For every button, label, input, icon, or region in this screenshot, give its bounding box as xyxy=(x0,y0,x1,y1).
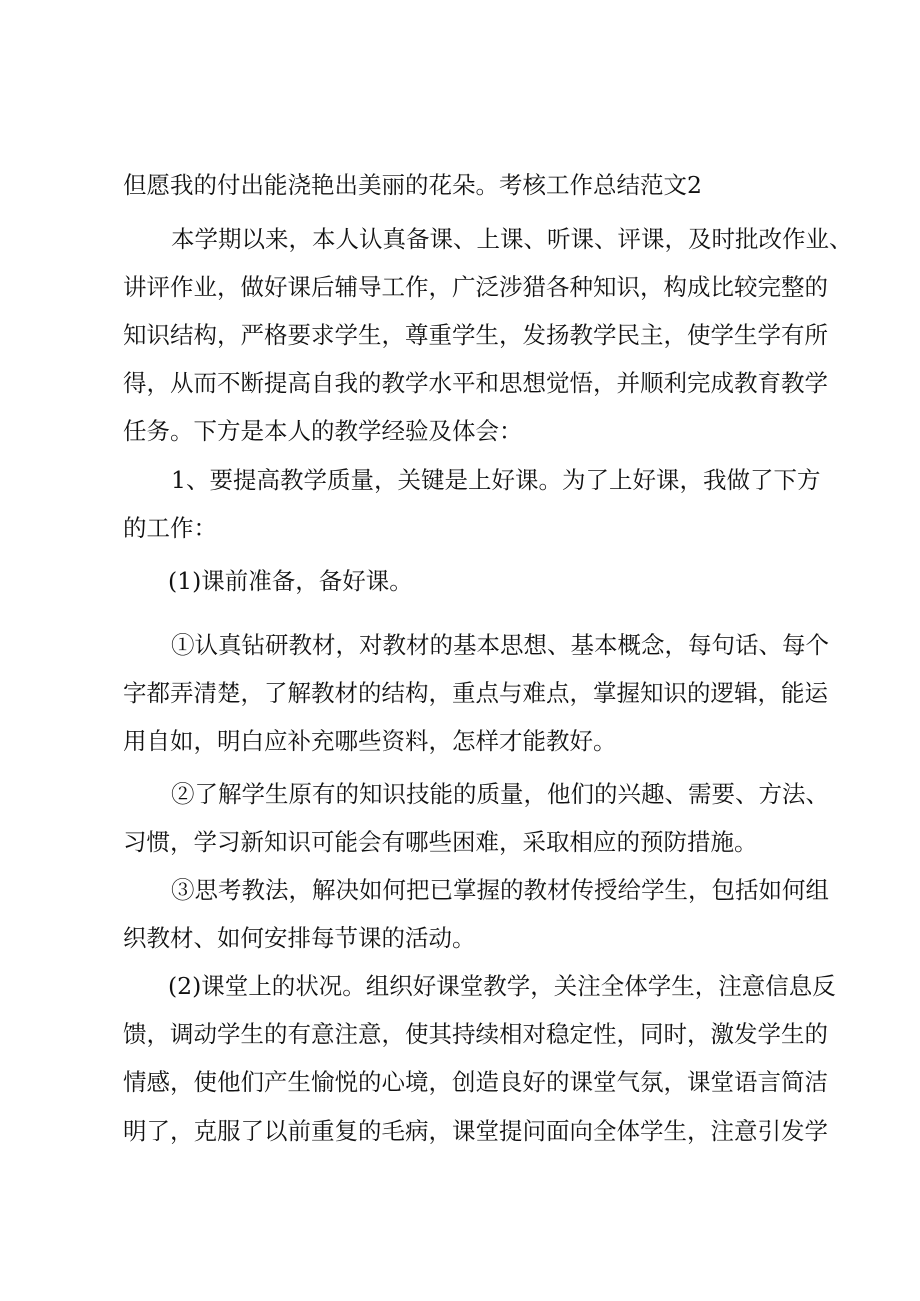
paragraph-line: ①认真钻研教材，对教材的基本思想、基本概念，每句话、每个 xyxy=(171,631,829,659)
paragraph-line: ③思考教法，解决如何把已掌握的教材传授给学生，包括如何组 xyxy=(171,876,829,904)
paragraph-line: 任务。下方是本人的教学经验及体会： xyxy=(123,417,523,445)
paragraph-line: 本学期以来，本人认真备课、上课、听课、评课，及时批改作业、 xyxy=(171,225,853,253)
paragraph-line: ②了解学生原有的知识技能的质量，他们的兴趣、需要、方法、 xyxy=(171,780,829,808)
section-heading: (1)课前准备，备好课。 xyxy=(168,567,413,595)
paragraph-line: 的工作： xyxy=(123,514,217,542)
text-line: 但愿我的付出能浇艳出美丽的花朵。考核工作总结范文2 xyxy=(123,171,702,199)
paragraph-line: 明了，克服了以前重复的毛病，课堂提问面向全体学生，注意引发学 xyxy=(123,1117,828,1145)
paragraph-line: 用自如，明白应补充哪些资料，怎样才能教好。 xyxy=(123,727,617,755)
paragraph-line: (2)课堂上的状况。组织好课堂教学，关注全体学生，注意信息反 xyxy=(168,972,836,1000)
paragraph-line: 1、要提高教学质量，关键是上好课。为了上好课，我做了下方 xyxy=(171,466,821,494)
paragraph-line: 织教材、如何安排每节课的活动。 xyxy=(123,924,476,952)
paragraph-line: 知识结构，严格要求学生，尊重学生，发扬教学民主，使学生学有所 xyxy=(123,321,828,349)
paragraph-line: 情感，使他们产生愉悦的心境，创造良好的课堂气氛，课堂语言简洁 xyxy=(123,1068,828,1096)
paragraph-line: 馈，调动学生的有意注意，使其持续相对稳定性，同时，激发学生的 xyxy=(123,1020,828,1048)
paragraph-line: 字都弄清楚，了解教材的结构，重点与难点，掌握知识的逻辑，能运 xyxy=(123,679,828,707)
paragraph-line: 讲评作业，做好课后辅导工作，广泛涉猎各种知识，构成比较完整的 xyxy=(123,273,828,301)
paragraph-line: 习惯，学习新知识可能会有哪些困难，采取相应的预防措施。 xyxy=(123,828,758,856)
paragraph-line: 得，从而不断提高自我的教学水平和思想觉悟，并顺利完成教育教学 xyxy=(123,369,828,397)
